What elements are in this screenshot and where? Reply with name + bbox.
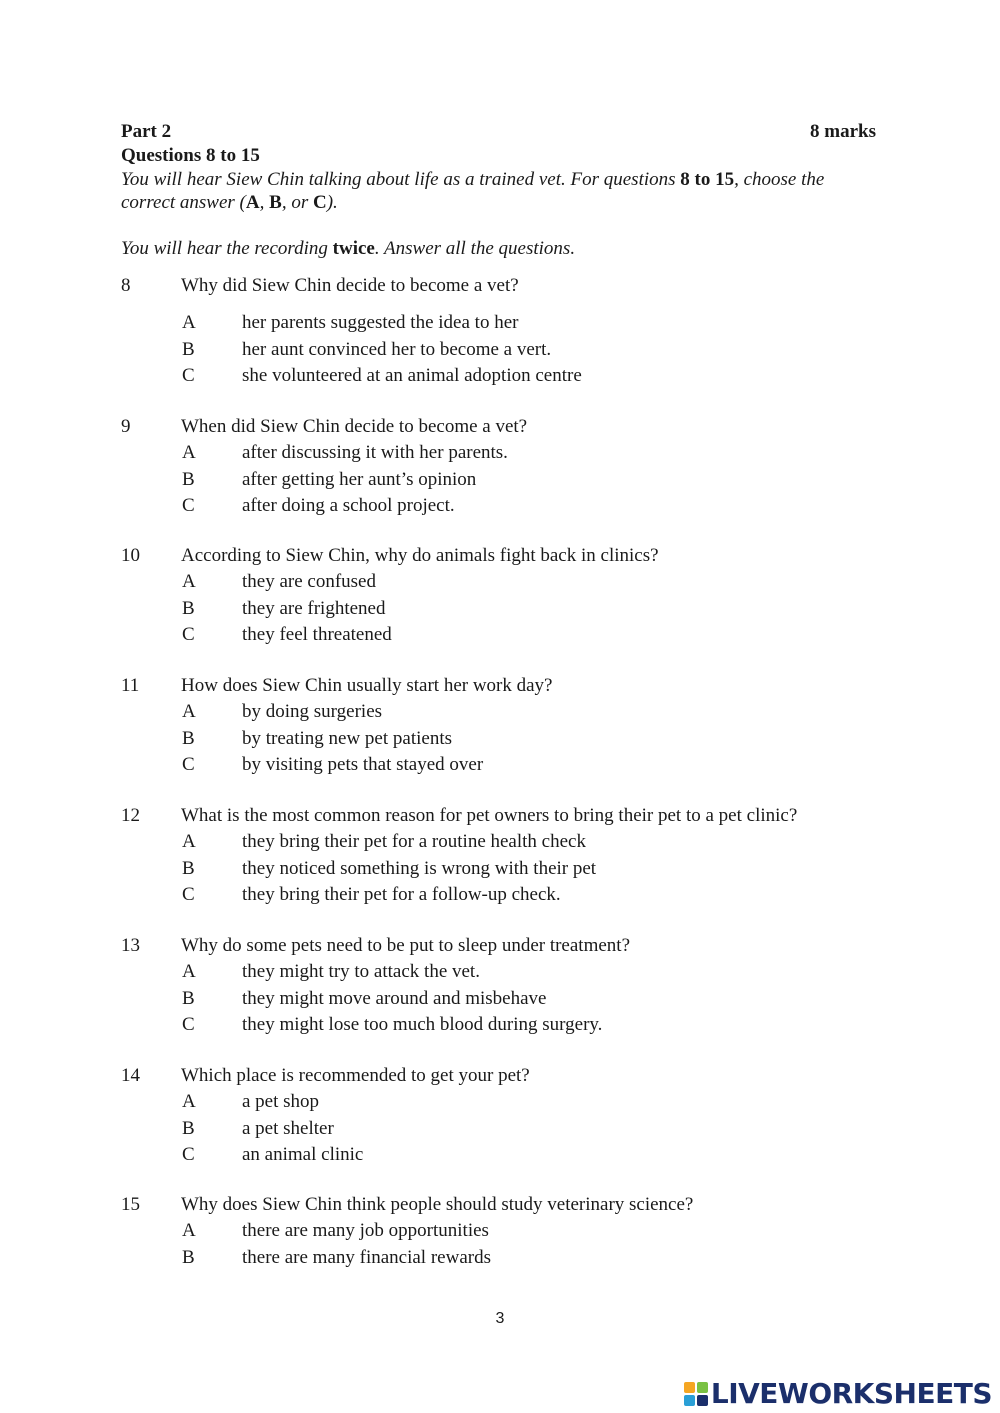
- option-letter: C: [182, 754, 195, 776]
- option-text: a pet shop: [242, 1091, 320, 1112]
- option-letter: A: [182, 1220, 196, 1241]
- option-letter: A: [182, 1091, 196, 1112]
- question-number: 9: [121, 416, 131, 437]
- question-text: Why did Siew Chin decide to become a vet?: [181, 275, 519, 296]
- instruction-text: You will hear Siew Chin talking about life as a trained vet. For questions 8 to 15, choose the correct answer (A, B, or C).: [121, 169, 825, 213]
- question-9: [121, 414, 881, 520]
- answer-option[interactable]: [121, 1089, 881, 1116]
- answer-option[interactable]: [121, 596, 881, 623]
- recording-instruction: You will hear the recording twice. Answer all the questions.: [121, 238, 576, 259]
- question-text: How does Siew Chin usually start her work day?: [181, 675, 553, 696]
- question-13: [121, 933, 881, 1039]
- option-letter: C: [182, 1144, 195, 1166]
- option-text: her aunt convinced her to become a vert.: [242, 338, 552, 360]
- option-text: she volunteered at an animal adoption centre: [242, 365, 582, 387]
- option-letter: B: [182, 468, 195, 490]
- answer-option[interactable]: [121, 726, 881, 753]
- option-text: by visiting pets that stayed over: [242, 754, 484, 776]
- brand-name: LIVEWORKSHEETS: [710, 1377, 992, 1410]
- answer-option[interactable]: [121, 337, 881, 364]
- answer-option[interactable]: [121, 363, 881, 390]
- question-number: 14: [121, 1065, 140, 1086]
- question-12: [121, 803, 881, 909]
- question-text: Which place is recommended to get your pet?: [181, 1065, 530, 1086]
- answer-option[interactable]: [121, 622, 881, 649]
- logo-tile: [684, 1395, 695, 1406]
- option-text: by doing surgeries: [242, 701, 383, 722]
- answer-option[interactable]: [121, 1012, 881, 1039]
- option-letter: A: [182, 831, 196, 852]
- option-letter: B: [182, 1117, 195, 1139]
- part-header: [121, 121, 876, 143]
- question-text: What is the most common reason for pet owners to bring their pet to a pet clinic?: [181, 805, 798, 826]
- answer-option[interactable]: [121, 699, 881, 726]
- option-letter: A: [182, 571, 196, 592]
- answer-option[interactable]: [121, 569, 881, 596]
- option-letter: C: [182, 365, 195, 387]
- question-text: Why do some pets need to be put to sleep under treatment?: [181, 935, 631, 956]
- question-number: 10: [121, 545, 140, 566]
- option-letter: C: [182, 495, 195, 517]
- question-15: [121, 1192, 881, 1271]
- option-text: there are many financial rewards: [242, 1246, 491, 1268]
- option-text: by treating new pet patients: [242, 727, 452, 749]
- answer-option[interactable]: [121, 752, 881, 779]
- option-text: a pet shelter: [242, 1117, 334, 1139]
- question-number: 11: [121, 675, 140, 696]
- question-number: 13: [121, 935, 140, 956]
- question-10: [121, 543, 881, 649]
- answer-option[interactable]: [121, 959, 881, 986]
- option-text: after discussing it with her parents.: [242, 442, 508, 463]
- option-letter: A: [182, 312, 196, 333]
- option-text: they bring their pet for a routine health check: [242, 831, 586, 852]
- option-letter: A: [182, 961, 196, 982]
- option-text: an animal clinic: [242, 1144, 364, 1166]
- question-number: 8: [121, 275, 131, 296]
- option-letter: B: [182, 727, 195, 749]
- question-number: 12: [121, 805, 140, 826]
- option-text: they are frightened: [242, 597, 386, 619]
- answer-option[interactable]: [121, 493, 881, 520]
- option-text: they feel threatened: [242, 624, 392, 646]
- option-text: they are confused: [242, 571, 376, 592]
- question-8: [121, 273, 881, 390]
- answer-option[interactable]: [121, 1116, 881, 1143]
- answer-option[interactable]: [121, 1245, 881, 1272]
- answer-option[interactable]: [121, 467, 881, 494]
- option-text: after getting her aunt’s opinion: [242, 468, 477, 490]
- liveworksheets-brand[interactable]: [684, 1377, 992, 1410]
- question-11: [121, 673, 881, 779]
- answer-option[interactable]: [121, 440, 881, 467]
- option-text: there are many job opportunities: [242, 1220, 489, 1241]
- answer-option[interactable]: [121, 1142, 881, 1169]
- option-letter: B: [182, 987, 195, 1009]
- logo-tile: [697, 1395, 708, 1406]
- questions-range: Questions 8 to 15: [121, 145, 260, 166]
- answer-option[interactable]: [121, 986, 881, 1013]
- option-text: they noticed something is wrong with their pet: [242, 857, 597, 879]
- answer-option[interactable]: [121, 1218, 881, 1245]
- question-text: Why does Siew Chin think people should study veterinary science?: [181, 1194, 694, 1215]
- page-number: 3: [495, 1310, 505, 1327]
- option-letter: B: [182, 1246, 195, 1268]
- logo-tile: [697, 1382, 708, 1393]
- answer-option[interactable]: [121, 882, 881, 909]
- option-text: they bring their pet for a follow-up check.: [242, 884, 561, 906]
- question-number: 15: [121, 1194, 140, 1215]
- marks-label: 8 marks: [810, 121, 876, 142]
- option-letter: C: [182, 884, 195, 906]
- question-14: [121, 1063, 881, 1169]
- option-text: after doing a school project.: [242, 495, 455, 517]
- option-letter: B: [182, 338, 195, 360]
- question-text: When did Siew Chin decide to become a vet?: [181, 416, 528, 437]
- part-title: Part 2: [121, 121, 172, 142]
- logo-tile: [684, 1382, 695, 1393]
- option-letter: C: [182, 624, 195, 646]
- option-text: they might move around and misbehave: [242, 987, 547, 1009]
- option-letter: B: [182, 597, 195, 619]
- option-letter: A: [182, 701, 196, 722]
- option-letter: C: [182, 1014, 195, 1036]
- liveworksheets-logo-icon: [684, 1382, 708, 1406]
- answer-option[interactable]: [121, 856, 881, 883]
- answer-option[interactable]: [121, 829, 881, 856]
- option-letter: B: [182, 857, 195, 879]
- answer-option[interactable]: [121, 310, 881, 337]
- option-text: they might try to attack the vet.: [242, 961, 480, 982]
- option-text: her parents suggested the idea to her: [242, 312, 519, 333]
- option-letter: A: [182, 442, 196, 463]
- question-text: According to Siew Chin, why do animals fight back in clinics?: [181, 545, 659, 566]
- option-text: they might lose too much blood during surgery.: [242, 1014, 603, 1036]
